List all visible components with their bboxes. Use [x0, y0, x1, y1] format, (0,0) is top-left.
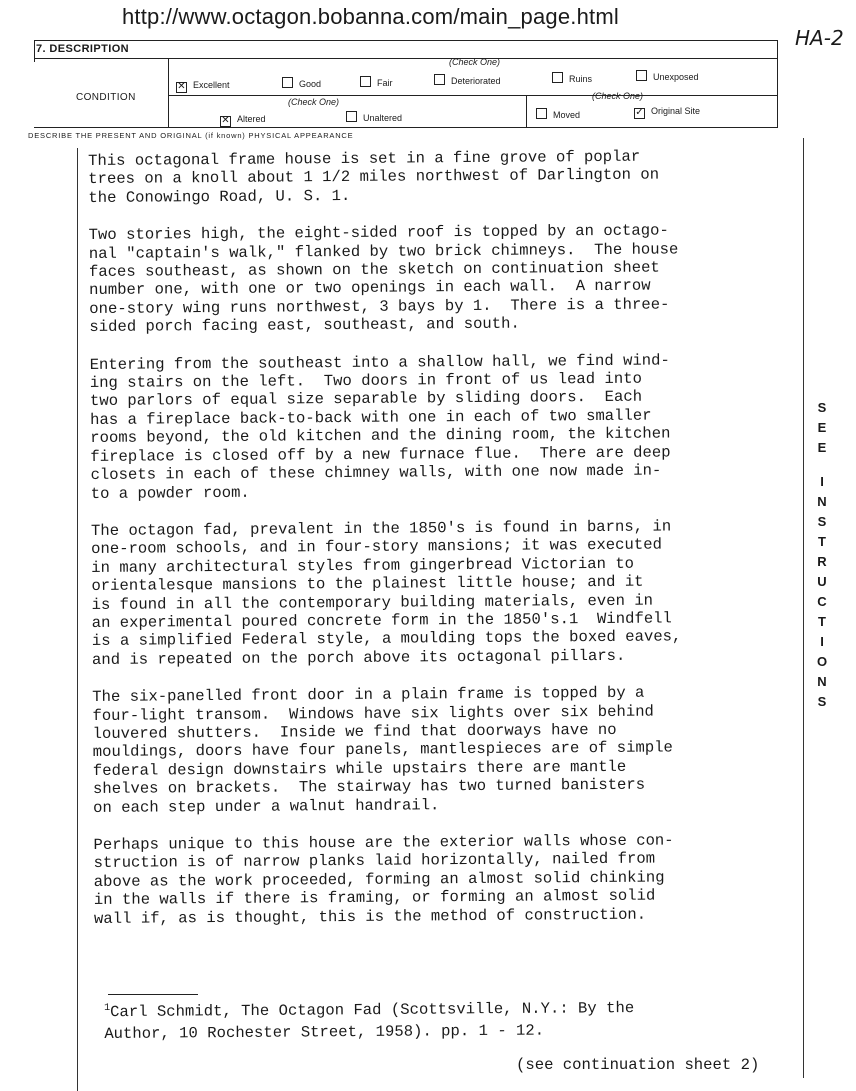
side-letter: S [817, 694, 827, 709]
side-letter: T [818, 614, 826, 629]
paragraph: Two stories high, the eight-sided roof is topped by an octago- nal "captain's walk," flanked by two brick chimneys. The house faces southeast, as shown on the sketch on continuation sheet number one, with one or two openings in each wall. A narrow one-story wing runs northwest, 3 bays by 1. There is a three- sided porch facing east, southeast, and south. [88, 221, 679, 337]
option-label: Moved [553, 110, 581, 120]
see-instructions-vertical [814, 398, 830, 712]
checkbox-icon[interactable] [346, 111, 357, 122]
option-moved[interactable] [536, 108, 580, 120]
describe-label: DESCRIBE THE PRESENT AND ORIGINAL (if known) PHYSICAL APPEARANCE [28, 131, 354, 140]
form-rule [168, 95, 778, 96]
paragraph: The octagon fad, prevalent in the 1850's is found in barns, in one-room schools, and in four-story mansions; it was executed in many architectural styles from gingerbread Victorian to orientalesque mansions to the plainest little house; and it is found in all the contemporary building materials, even in an experimental poured concrete form in the 1850's.1 Windfell is a simplified Federal style, a moulding tops the boxed eaves, and is repeated on the porch above its octagonal pillars. [90, 517, 682, 669]
form-top-rule [34, 40, 778, 41]
condition-label: CONDITION [76, 92, 136, 103]
option-label: Ruins [569, 74, 593, 84]
form-rule [34, 58, 778, 59]
side-letter: C [817, 594, 827, 609]
footnote-rule [108, 994, 198, 995]
option-fair[interactable] [360, 76, 393, 88]
checkbox-checked-icon[interactable]: ✕ [177, 81, 186, 92]
continuation-note: (see continuation sheet 2) [516, 1056, 760, 1074]
side-letter: I [820, 474, 824, 489]
check-one-label: (Check One) [592, 91, 644, 101]
option-unaltered[interactable] [346, 111, 402, 123]
right-margin-rule [803, 138, 804, 1078]
form-divider [168, 58, 169, 127]
footnote-marker: 1 [104, 1002, 111, 1014]
left-margin-rule [77, 148, 78, 1091]
paragraph: Perhaps unique to this house are the exterior walls whose con- struction is of narrow planks laid horizontally, nailed from above as the work proceeded, forming an almost solid chinking in the walls if there is framing, or forming an almost solid wall if, as is thought, this is the method of construction. [93, 831, 674, 928]
option-label: Excellent [193, 80, 230, 90]
side-letter: T [818, 534, 826, 549]
form-right-rule [777, 40, 778, 128]
form-left-rule [34, 40, 35, 62]
side-letter: I [820, 634, 824, 649]
checkbox-icon[interactable] [434, 74, 445, 85]
footnote [104, 994, 634, 1045]
option-label: Altered [237, 114, 266, 124]
side-letter: N [817, 494, 827, 509]
checkbox-icon[interactable] [636, 70, 647, 81]
paragraph: The six-panelled front door in a plain frame is topped by a four-light transom. Windows have six lights over six behind louvered shutters. Inside we find that doorways have no mouldings, doors have four panels, mantlespieces are of simple federal design downstairs while upstairs there are mantle shelves on brackets. The stairway has two turned banisters on each step under a walnut handrail. [92, 683, 673, 817]
side-letter: R [817, 554, 827, 569]
side-letter: S [817, 400, 827, 415]
option-label: Unexposed [653, 72, 699, 82]
side-letter: U [817, 574, 827, 589]
check-one-label: (Check One) [449, 57, 501, 67]
option-label: Good [299, 79, 322, 89]
side-letter: N [817, 674, 827, 689]
side-letter: S [817, 514, 827, 529]
side-letter: E [817, 420, 827, 435]
form-rule [34, 127, 778, 128]
side-letter: E [817, 440, 827, 455]
option-label: Original Site [651, 106, 701, 116]
checkbox-icon[interactable] [552, 72, 563, 83]
handwritten-annotation: HA-2 [795, 26, 844, 50]
footnote-line: Carl Schmidt, The Octagon Fad (Scottsville, N.Y.: By the [110, 999, 635, 1022]
option-unexposed[interactable] [636, 70, 699, 82]
paragraph: This octagonal frame house is set in a fine grove of poplar trees on a knoll about 1 1/2 miles northwest of Darlington on the Conowingo Road, U. S. 1. [88, 147, 660, 207]
option-deteriorated[interactable] [434, 74, 501, 86]
option-original-site[interactable] [634, 106, 700, 119]
checkbox-icon[interactable] [360, 76, 371, 87]
form-divider [526, 95, 527, 127]
footnote-line: Author, 10 Rochester Street, 1958). pp. 1 - 12. [104, 1021, 545, 1044]
option-label: Deteriorated [451, 76, 501, 86]
source-url[interactable]: http://www.octagon.bobanna.com/main_page.html [122, 4, 619, 29]
option-ruins[interactable] [552, 72, 592, 84]
checkbox-checked-icon[interactable]: ✓ [635, 107, 644, 118]
checkbox-checked-icon[interactable]: ✕ [221, 115, 230, 126]
option-excellent[interactable] [176, 80, 230, 93]
option-good[interactable] [282, 77, 321, 89]
side-letter: O [816, 654, 828, 669]
option-label: Unaltered [363, 113, 403, 123]
checkbox-icon[interactable] [536, 108, 547, 119]
description-body [88, 146, 802, 947]
paragraph: Entering from the southeast into a shallow hall, we find wind- ing stairs on the left. Two doors in front of us lead into two parlors of equal size separable by sliding doors. Each has a fireplace back-to-back with one in each of two smaller rooms beyond, the old kitchen and the dining room, the kitchen fireplace is closed off by a new furnace flue. There are deep closets in each of these chimney walls, with one now made in- to a powder room. [89, 351, 671, 503]
option-altered[interactable] [220, 114, 266, 127]
option-label: Fair [377, 78, 393, 88]
check-one-label: (Check One) [288, 97, 340, 107]
checkbox-icon[interactable] [282, 77, 293, 88]
section-title: 7. DESCRIPTION [36, 43, 130, 55]
